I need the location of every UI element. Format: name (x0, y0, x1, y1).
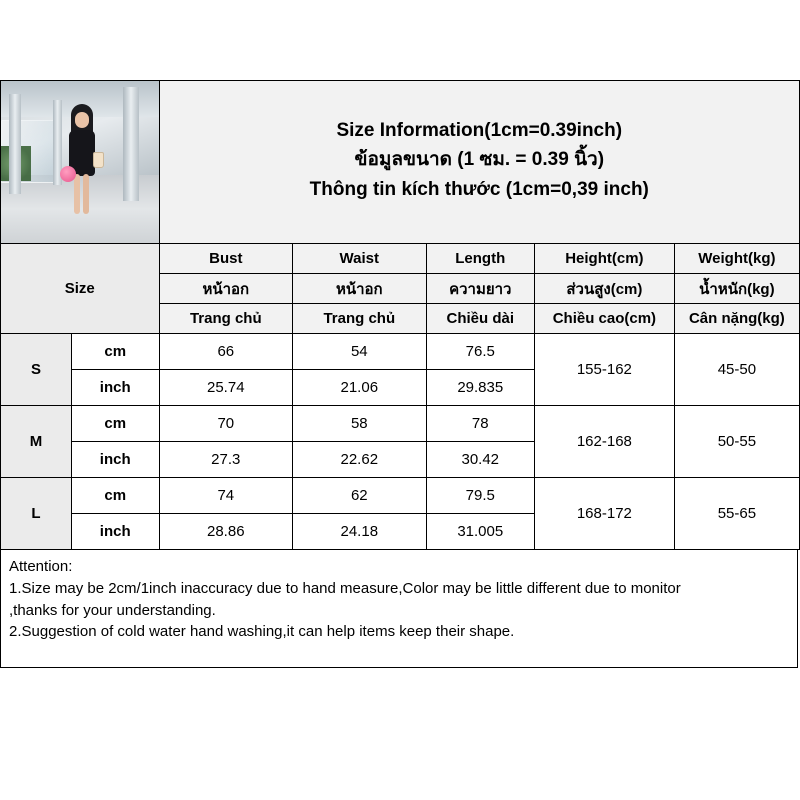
l-bust-cm: 74 (159, 478, 293, 514)
m-length-cm: 78 (426, 406, 534, 442)
photo-pillar (9, 94, 21, 194)
l-bust-inch: 28.86 (159, 514, 293, 550)
s-length-cm: 76.5 (426, 334, 534, 370)
table-row (1, 334, 800, 370)
l-weight: 55-65 (674, 478, 799, 550)
model-photo-cell (1, 81, 160, 244)
m-waist-cm: 58 (293, 406, 427, 442)
column-header-weight-en: Weight(kg) (674, 244, 799, 274)
unit-inch: inch (71, 514, 159, 550)
row-size-l: L (1, 478, 72, 550)
table-row (1, 478, 800, 514)
title-line-en: Size Information(1cm=0.39inch) (336, 119, 623, 141)
column-header-length-vi: Chiều dài (426, 304, 534, 334)
m-weight: 50-55 (674, 406, 799, 478)
l-height: 168-172 (535, 478, 675, 550)
s-height: 155-162 (535, 334, 675, 406)
column-header-bust-en: Bust (159, 244, 293, 274)
s-waist-inch: 21.06 (293, 370, 427, 406)
row-size-m: M (1, 406, 72, 478)
model-photo (1, 81, 159, 243)
notes-line-1: 1.Size may be 2cm/1inch inaccuracy due to hand measure,Color may be little different due to monitor (9, 579, 681, 597)
photo-model (59, 100, 105, 226)
title-line-th: ข้อมูลขนาด (1 ซม. = 0.39 นิ้ว) (354, 149, 605, 171)
unit-cm: cm (71, 334, 159, 370)
s-length-inch: 29.835 (426, 370, 534, 406)
column-header-height-vi: Chiều cao(cm) (535, 304, 675, 334)
column-header-height-th: ส่วนสูง(cm) (535, 274, 675, 304)
column-header-row-en (1, 244, 800, 274)
column-header-waist-en: Waist (293, 244, 427, 274)
l-waist-cm: 62 (293, 478, 427, 514)
column-header-length-en: Length (426, 244, 534, 274)
m-height: 162-168 (535, 406, 675, 478)
m-bust-cm: 70 (159, 406, 293, 442)
l-length-inch: 31.005 (426, 514, 534, 550)
size-column-label: Size (1, 244, 160, 334)
row-size-s: S (1, 334, 72, 406)
notes-line-3: 2.Suggestion of cold water hand washing,it can help items keep their shape. (9, 623, 515, 641)
size-chart-table (0, 80, 800, 550)
column-header-weight-vi: Cân nặng(kg) (674, 304, 799, 334)
m-bust-inch: 27.3 (159, 442, 293, 478)
m-length-inch: 30.42 (426, 442, 534, 478)
s-weight: 45-50 (674, 334, 799, 406)
unit-cm: cm (71, 478, 159, 514)
s-waist-cm: 54 (293, 334, 427, 370)
column-header-weight-th: น้ำหนัก(kg) (674, 274, 799, 304)
size-chart-document (0, 80, 800, 668)
notes-line-2: ,thanks for your understanding. (9, 601, 216, 619)
column-header-bust-vi: Trang chủ (159, 304, 293, 334)
column-header-waist-vi: Trang chủ (293, 304, 427, 334)
m-waist-inch: 22.62 (293, 442, 427, 478)
table-row (1, 406, 800, 442)
unit-inch: inch (71, 442, 159, 478)
unit-inch: inch (71, 370, 159, 406)
s-bust-cm: 66 (159, 334, 293, 370)
title-block (159, 81, 799, 244)
l-length-cm: 79.5 (426, 478, 534, 514)
column-header-height-en: Height(cm) (535, 244, 675, 274)
notes-heading: Attention: (9, 558, 73, 575)
l-waist-inch: 24.18 (293, 514, 427, 550)
attention-notes (0, 550, 798, 668)
header-row (1, 81, 800, 244)
model-drink-cup (93, 152, 104, 168)
column-header-bust-th: หน้าอก (159, 274, 293, 304)
model-leg (74, 174, 80, 214)
model-leg (83, 174, 89, 214)
column-header-waist-th: หน้าอก (293, 274, 427, 304)
column-header-length-th: ความยาว (426, 274, 534, 304)
photo-pillar (123, 87, 139, 200)
title-line-vi: Thông tin kích thước (1cm=0,39 inch) (309, 178, 649, 200)
s-bust-inch: 25.74 (159, 370, 293, 406)
unit-cm: cm (71, 406, 159, 442)
